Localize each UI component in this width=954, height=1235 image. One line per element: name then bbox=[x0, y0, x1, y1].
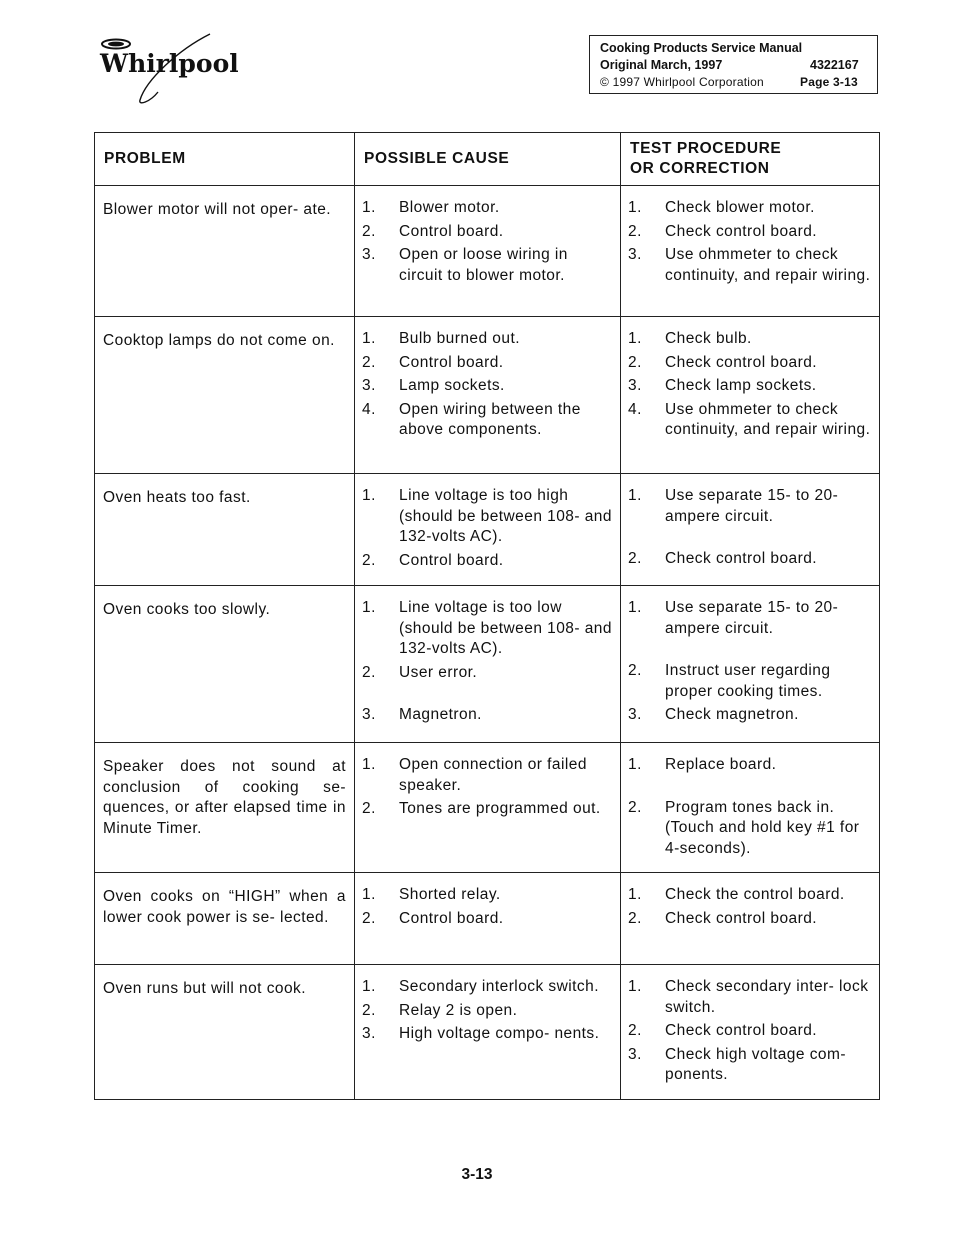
item-number: 1. bbox=[628, 199, 642, 216]
list-item bbox=[628, 376, 873, 397]
list-item bbox=[628, 486, 873, 527]
cause-list bbox=[355, 965, 620, 1058]
list-item bbox=[628, 1045, 873, 1086]
test-cell bbox=[621, 743, 880, 873]
list-item bbox=[362, 598, 614, 660]
problem-text: Oven cooks too slowly. bbox=[103, 601, 271, 618]
test-cell bbox=[621, 873, 880, 965]
item-text: Check magnetron. bbox=[665, 706, 799, 723]
cause-cell bbox=[355, 586, 621, 743]
item-text: Blower motor. bbox=[399, 199, 500, 216]
list-item bbox=[628, 977, 873, 1018]
item-number: 2. bbox=[628, 550, 642, 567]
header-possible-cause: POSSIBLE CAUSE bbox=[355, 133, 621, 186]
item-text: Check control board. bbox=[665, 222, 818, 240]
problem-cell bbox=[95, 743, 355, 873]
item-number: 2. bbox=[628, 909, 642, 927]
item-text: Check control board. bbox=[665, 909, 818, 927]
item-number: 4. bbox=[362, 400, 376, 418]
list-item bbox=[362, 376, 614, 397]
header-test-procedure bbox=[621, 133, 880, 186]
test-cell bbox=[621, 317, 880, 474]
test-list bbox=[621, 474, 879, 583]
item-number: 2. bbox=[628, 662, 642, 679]
table-row bbox=[95, 965, 880, 1100]
item-text: Open connection or failed speaker. bbox=[399, 756, 587, 794]
cause-cell bbox=[355, 186, 621, 317]
item-number: 3. bbox=[628, 1045, 642, 1063]
item-number: 2. bbox=[362, 353, 376, 371]
page-number: 3-13 bbox=[461, 1166, 493, 1183]
table-row bbox=[95, 317, 880, 474]
item-text: Shorted relay. bbox=[399, 886, 501, 903]
cause-list bbox=[355, 474, 620, 584]
item-text: Tones are programmed out. bbox=[399, 800, 601, 817]
item-text: Use ohmmeter to check continuity, and repair wiring. bbox=[665, 400, 871, 438]
item-text: Check bulb. bbox=[665, 330, 752, 347]
item-text: Check secondary inter- lock switch. bbox=[665, 978, 869, 1016]
item-number: 1. bbox=[628, 886, 642, 903]
item-text: Check blower motor. bbox=[665, 199, 815, 216]
list-item bbox=[628, 198, 873, 219]
list-item bbox=[362, 486, 614, 548]
item-number: 2. bbox=[362, 1001, 376, 1019]
item-number: 1. bbox=[362, 199, 376, 216]
troubleshooting-table bbox=[94, 132, 880, 1100]
table-row bbox=[95, 186, 880, 317]
problem-text: Oven cooks on “HIGH” when a lower cook power is se- lected. bbox=[103, 888, 346, 926]
item-text: Line voltage is too low (should be between 108- and 132-volts AC). bbox=[399, 599, 612, 657]
header-page-ref: Page 3-13 bbox=[800, 75, 858, 89]
problem-text: Oven runs but will not cook. bbox=[103, 980, 306, 997]
list-item bbox=[362, 909, 614, 930]
item-text: Control board. bbox=[399, 353, 504, 371]
list-item bbox=[628, 661, 873, 702]
problem-cell bbox=[95, 873, 355, 965]
table-row bbox=[95, 873, 880, 965]
item-text: Open wiring between the above components. bbox=[399, 400, 581, 438]
item-number: 4. bbox=[628, 400, 642, 418]
list-item bbox=[628, 798, 873, 860]
manual-part-number: 4322167 bbox=[810, 58, 859, 72]
item-text: Lamp sockets. bbox=[399, 377, 505, 394]
item-number: 1. bbox=[628, 756, 642, 773]
item-text: User error. bbox=[399, 663, 478, 681]
list-item bbox=[628, 755, 873, 776]
item-number: 3. bbox=[362, 246, 376, 263]
test-cell bbox=[621, 186, 880, 317]
item-number: 2. bbox=[362, 909, 376, 927]
item-number: 1. bbox=[362, 978, 376, 995]
problem-text: Blower motor will not oper- ate. bbox=[103, 201, 332, 218]
item-number: 2. bbox=[362, 800, 376, 817]
list-item bbox=[628, 598, 873, 639]
list-item bbox=[628, 353, 873, 374]
test-list bbox=[621, 317, 879, 454]
list-item bbox=[628, 1021, 873, 1042]
list-item bbox=[628, 549, 873, 570]
manual-edition: Original March, 1997 bbox=[600, 58, 723, 72]
list-item bbox=[628, 909, 873, 930]
item-text: Use separate 15- to 20- ampere circuit. bbox=[665, 487, 839, 525]
item-number: 2. bbox=[362, 222, 376, 240]
item-number: 1. bbox=[628, 978, 642, 995]
item-text: Magnetron. bbox=[399, 706, 482, 723]
item-text: Instruct user regarding proper cooking times. bbox=[665, 662, 831, 700]
item-text: Replace board. bbox=[665, 756, 777, 773]
item-text: Relay 2 is open. bbox=[399, 1001, 518, 1019]
header-problem: PROBLEM bbox=[95, 133, 355, 186]
item-text: Control board. bbox=[399, 222, 504, 240]
test-list bbox=[621, 965, 879, 1099]
item-number: 1. bbox=[362, 599, 376, 616]
item-number: 2. bbox=[362, 551, 376, 569]
copyright: © 1997 Whirlpool Corporation bbox=[600, 75, 764, 89]
cause-cell bbox=[355, 743, 621, 873]
whirlpool-logo bbox=[98, 30, 238, 106]
item-text: Check the control board. bbox=[665, 886, 845, 903]
item-text: Program tones back in. (Touch and hold key #1 for 4-seconds). bbox=[665, 798, 860, 857]
problem-cell bbox=[95, 474, 355, 586]
problem-cell bbox=[95, 317, 355, 474]
list-item bbox=[362, 1001, 614, 1022]
cause-cell bbox=[355, 873, 621, 965]
table-row bbox=[95, 474, 880, 586]
test-cell bbox=[621, 965, 880, 1100]
cause-list bbox=[355, 873, 620, 942]
test-list bbox=[621, 873, 879, 942]
list-item bbox=[628, 222, 873, 243]
list-item bbox=[362, 1024, 614, 1045]
table-header-row bbox=[95, 133, 880, 186]
item-number: 1. bbox=[362, 487, 376, 504]
problem-cell bbox=[95, 965, 355, 1100]
header-test-line1: TEST PROCEDURE bbox=[630, 139, 782, 157]
manual-header-box bbox=[589, 35, 878, 94]
logo-wordmark: Whirlpool bbox=[100, 49, 238, 78]
test-list bbox=[621, 186, 879, 299]
list-item bbox=[362, 551, 614, 572]
list-item bbox=[362, 245, 614, 286]
item-number: 1. bbox=[362, 886, 376, 903]
list-item bbox=[362, 799, 614, 820]
item-text: Use ohmmeter to check continuity, and repair wiring. bbox=[665, 246, 871, 284]
item-number: 3. bbox=[628, 706, 642, 723]
cause-cell bbox=[355, 965, 621, 1100]
item-text: Check control board. bbox=[665, 353, 818, 371]
list-item bbox=[362, 329, 614, 350]
list-item bbox=[362, 400, 614, 441]
test-cell bbox=[621, 586, 880, 743]
item-text: Control board. bbox=[399, 909, 504, 927]
item-number: 2. bbox=[628, 798, 642, 816]
cause-cell bbox=[355, 317, 621, 474]
item-number: 2. bbox=[628, 353, 642, 371]
item-number: 1. bbox=[362, 756, 376, 773]
item-number: 2. bbox=[362, 663, 376, 681]
item-text: Control board. bbox=[399, 551, 504, 569]
list-item bbox=[628, 329, 873, 350]
test-list bbox=[621, 743, 879, 872]
test-list bbox=[621, 586, 879, 739]
problem-cell bbox=[95, 186, 355, 317]
list-item bbox=[362, 705, 614, 726]
list-item bbox=[628, 885, 873, 906]
cause-list bbox=[355, 743, 620, 833]
test-cell bbox=[621, 474, 880, 586]
list-item bbox=[362, 198, 614, 219]
item-number: 1. bbox=[628, 487, 642, 504]
item-number: 2. bbox=[628, 222, 642, 240]
table-row bbox=[95, 586, 880, 743]
problem-text: Speaker does not sound at conclusion of cooking se- quences, or after elapsed time in Minute Timer. bbox=[103, 758, 346, 837]
list-item bbox=[628, 400, 873, 441]
list-item bbox=[362, 977, 614, 998]
cause-cell bbox=[355, 474, 621, 586]
problem-cell bbox=[95, 586, 355, 743]
item-number: 1. bbox=[628, 599, 642, 616]
item-number: 3. bbox=[362, 706, 376, 723]
list-item bbox=[628, 245, 873, 286]
item-text: Open or loose wiring in circuit to blower motor. bbox=[399, 246, 568, 284]
item-text: Bulb burned out. bbox=[399, 330, 520, 347]
item-text: High voltage compo- nents. bbox=[399, 1025, 600, 1042]
item-number: 3. bbox=[362, 377, 376, 394]
item-text: Secondary interlock switch. bbox=[399, 978, 599, 995]
item-text: Use separate 15- to 20- ampere circuit. bbox=[665, 599, 839, 637]
item-text: Check control board. bbox=[665, 1022, 818, 1039]
item-text: Line voltage is too high (should be between 108- and 132-volts AC). bbox=[399, 487, 612, 545]
item-text: Check high voltage com- ponents. bbox=[665, 1045, 846, 1083]
list-item bbox=[362, 663, 614, 684]
cause-list bbox=[355, 317, 620, 454]
item-number: 3. bbox=[362, 1025, 376, 1042]
item-number: 2. bbox=[628, 1022, 642, 1039]
problem-text: Cooktop lamps do not come on. bbox=[103, 332, 335, 349]
item-number: 3. bbox=[628, 377, 642, 394]
item-number: 3. bbox=[628, 246, 642, 263]
item-text: Check lamp sockets. bbox=[665, 377, 817, 394]
list-item bbox=[628, 705, 873, 726]
list-item bbox=[362, 755, 614, 796]
item-number: 1. bbox=[362, 330, 376, 347]
cause-list bbox=[355, 186, 620, 299]
list-item bbox=[362, 885, 614, 906]
list-item bbox=[362, 353, 614, 374]
item-number: 1. bbox=[628, 330, 642, 347]
table-row bbox=[95, 743, 880, 873]
header-test-line2: OR CORRECTION bbox=[630, 160, 770, 177]
item-text: Check control board. bbox=[665, 550, 818, 567]
problem-text: Oven heats too fast. bbox=[103, 489, 251, 506]
manual-title: Cooking Products Service Manual bbox=[600, 41, 803, 55]
list-item bbox=[362, 222, 614, 243]
cause-list bbox=[355, 586, 620, 739]
